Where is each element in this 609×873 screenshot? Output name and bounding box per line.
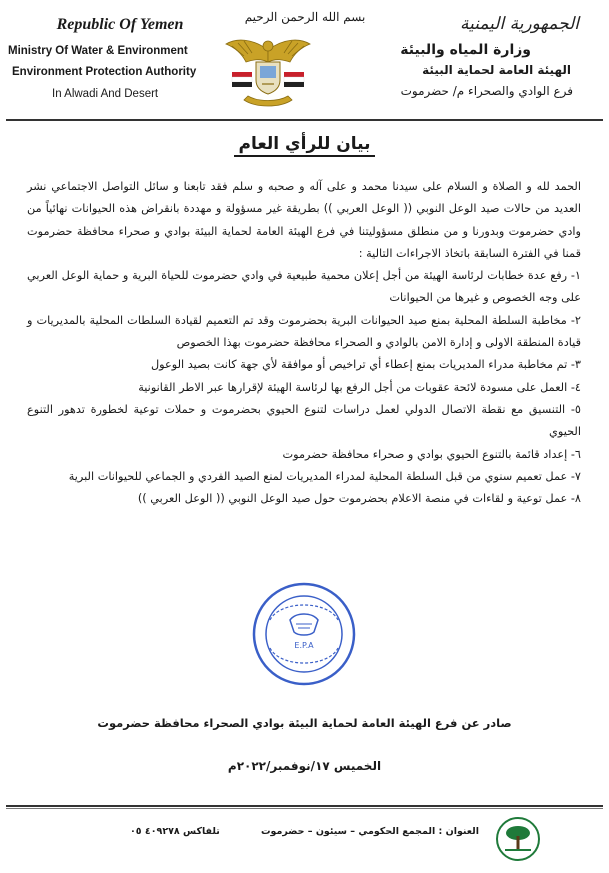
intro-paragraph: الحمد لله و الصلاة و السلام على سيدنا محمد و على آله و صحبه و سلم فقد تابعنا و سائل التواصل الاجتماعي نشر العديد من حالات صيد الوعل النوبي (( الوعل العربي )) بطريقة غير مسؤولة و مهددة بانقراض هذه الحيوانات نهائياً من وادي حضرموت وبدورنا و من منطلق مسؤوليتنا في فرع الهيئة العامة لحماية البيئة بوادي و صحراء محافظة حضرموت قمنا في الفترة السابقة باتخاذ الاجراءات التالية :	[27, 180, 581, 260]
arabic-ministry-name: وزارة المياه والبيئة	[400, 42, 531, 58]
english-country-title: Republic Of Yemen	[56, 16, 184, 33]
stamp-label: E.P.A	[294, 641, 314, 650]
list-item: ٦- إعداد قائمة بالتنوع الحيوي بوادي و صحراء محافظة حضرموت	[282, 447, 581, 461]
english-branch-name: In Alwadi And Desert	[52, 88, 159, 100]
document-body	[27, 176, 581, 510]
arabic-authority-name: الهيئة العامة لحماية البيئة	[422, 63, 571, 77]
yemen-eagle-emblem	[222, 28, 314, 120]
document-title-wrap	[0, 134, 609, 154]
issue-date: الخميس ١٧/نوفمبر/٢٠٢٢م	[227, 759, 382, 773]
header-divider	[6, 119, 603, 121]
document-title: بيان للرأي العام	[234, 134, 374, 157]
list-item: ٢- مخاطبة السلطة المحلية بمنع صيد الحيوانات البرية بحضرموت وقد تم التعميم لقيادة السلطات المحلية بالمديريات و قيادة المنطقة الاولى و إدارة الامن بالوادي و الصحراء محافظة حضرموت بهذا الخصوص	[27, 313, 581, 350]
official-stamp	[250, 580, 358, 688]
list-item: ٤- العمل على مسودة لائحة عقوبات من أجل الرفع بها لرئاسة الهيئة لإقرارها عبر الاطر القانونية	[138, 380, 581, 394]
english-authority-name: Environment Protection Authority	[12, 66, 197, 78]
list-item: ٨- عمل توعية و لقاءات في منصة الاعلام بحضرموت حول صيد الوعل النوبي (( الوعل العربي ))	[137, 492, 581, 506]
footer-divider	[6, 805, 603, 807]
english-ministry-name: Ministry Of Water & Environment	[8, 45, 188, 57]
list-item: ١- رفع عدة خطابات لرئاسة الهيئة من أجل إعلان محمية طبيعية في وادي حضرموت للحياة البرية و حماية الوعل العربي على وجه الخصوص و غيرها من الحيوانات	[27, 269, 581, 305]
basmala: بسم الله الرحمن الرحيم	[244, 10, 366, 24]
list-item: ٣- تم مخاطبة مدراء المديريات بمنع إعطاء أي تراخيص أو موافقة لأي جهة كانت بصيد الوعول	[150, 358, 581, 372]
list-item: ٥- التنسيق مع نقطة الاتصال الدولي لعمل دراسات لتنوع الحيوي بحضرموت و حملات توعية لخطورة تدهور التنوع الحيوي	[27, 402, 581, 439]
footer-address: العنوان : المجمع الحكومي – سيئون – حضرموت	[260, 826, 479, 837]
footer-fax: تلفاكس ٤٠٩٢٧٨ ٠٥	[130, 826, 220, 837]
authority-tree-logo	[495, 816, 541, 862]
arabic-country-calligraphy: الجمهورية اليمنية	[459, 14, 579, 34]
issuer-line: صادر عن فرع الهيئة العامة لحماية البيئة بوادي الصحراء محافظة حضرموت	[97, 716, 512, 730]
list-item: ٧- عمل تعميم سنوي من قبل السلطة المحلية لمدراء المديريات لمنع الصيد الفردي و الجماعي للحيوانات البرية	[68, 469, 581, 483]
arabic-branch-name: فرع الوادي والصحراء م/ حضرموت	[400, 84, 573, 98]
measures-list	[27, 265, 581, 510]
footer-divider-thin	[6, 808, 603, 809]
